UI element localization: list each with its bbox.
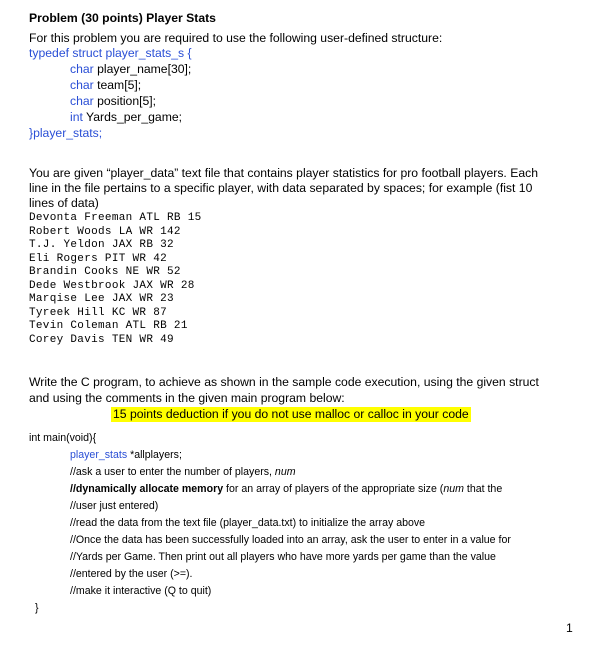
main-comment: //entered by the user (>=). [70, 568, 193, 580]
paragraph-line: Write the C program, to achieve as shown in the sample code execution, using the given struct [29, 375, 539, 389]
data-line: T.J. Yeldon JAX RB 32 [29, 239, 174, 251]
struct-field: char player_name[30]; [70, 62, 192, 76]
struct-field: int Yards_per_game; [70, 110, 183, 124]
data-line: Corey Davis TEN WR 49 [29, 333, 174, 346]
data-line: Brandin Cooks NE WR 52 [29, 266, 181, 278]
problem-title: Problem (30 points) Player Stats [29, 11, 216, 25]
data-line: Devonta Freeman ATL RB 15 [29, 212, 202, 224]
paragraph-line: and using the comments in the given main program below: [29, 391, 345, 405]
main-comment: //read the data from the text file (player_data.txt) to initialize the array above [70, 517, 426, 529]
struct-closing: }player_stats; [29, 126, 103, 140]
data-line: Tyreek Hill KC WR 87 [29, 306, 168, 319]
intro-text: For this problem you are required to use the following user-defined structure: [29, 31, 443, 45]
paragraph-line: line in the file pertains to a specific player, with data separated by spaces; for example (fist 10 [29, 181, 533, 195]
paragraph-line: lines of data) [29, 196, 99, 210]
data-line: Robert Woods LA WR 142 [29, 225, 181, 238]
main-comment: //Once the data has been successfully loaded into an array, ask the user to enter in a value for [70, 534, 511, 546]
page-number: 1 [566, 621, 573, 635]
data-line: Marqise Lee JAX WR 23 [29, 293, 174, 305]
main-comment: //dynamically allocate memory for an array of players of the appropriate size (num that the [70, 483, 503, 495]
data-line: Eli Rogers PIT WR 42 [29, 252, 168, 265]
main-comment: //user just entered) [70, 500, 159, 512]
main-decl: player_stats *allplayers; [70, 449, 182, 461]
main-comment: //make it interactive (Q to quit) [70, 585, 212, 597]
data-line: Tevin Coleman ATL RB 21 [29, 320, 188, 332]
struct-field: char team[5]; [70, 78, 142, 92]
struct-typedef-line: typedef struct player_stats_s { [29, 46, 192, 60]
main-comment: //Yards per Game. Then print out all players who have more yards per game than the value [70, 551, 496, 563]
struct-field: char position[5]; [70, 94, 157, 108]
main-header: int main(void){ [29, 432, 97, 444]
main-comment: //ask a user to enter the number of players, num [70, 466, 296, 478]
main-closing: } [35, 602, 39, 614]
paragraph-line: You are given “player_data” text file that contains player statistics for pro football players. Each [29, 166, 538, 180]
deduction-note: 15 points deduction if you do not use malloc or calloc in your code [113, 407, 469, 421]
data-line: Dede Westbrook JAX WR 28 [29, 279, 195, 292]
